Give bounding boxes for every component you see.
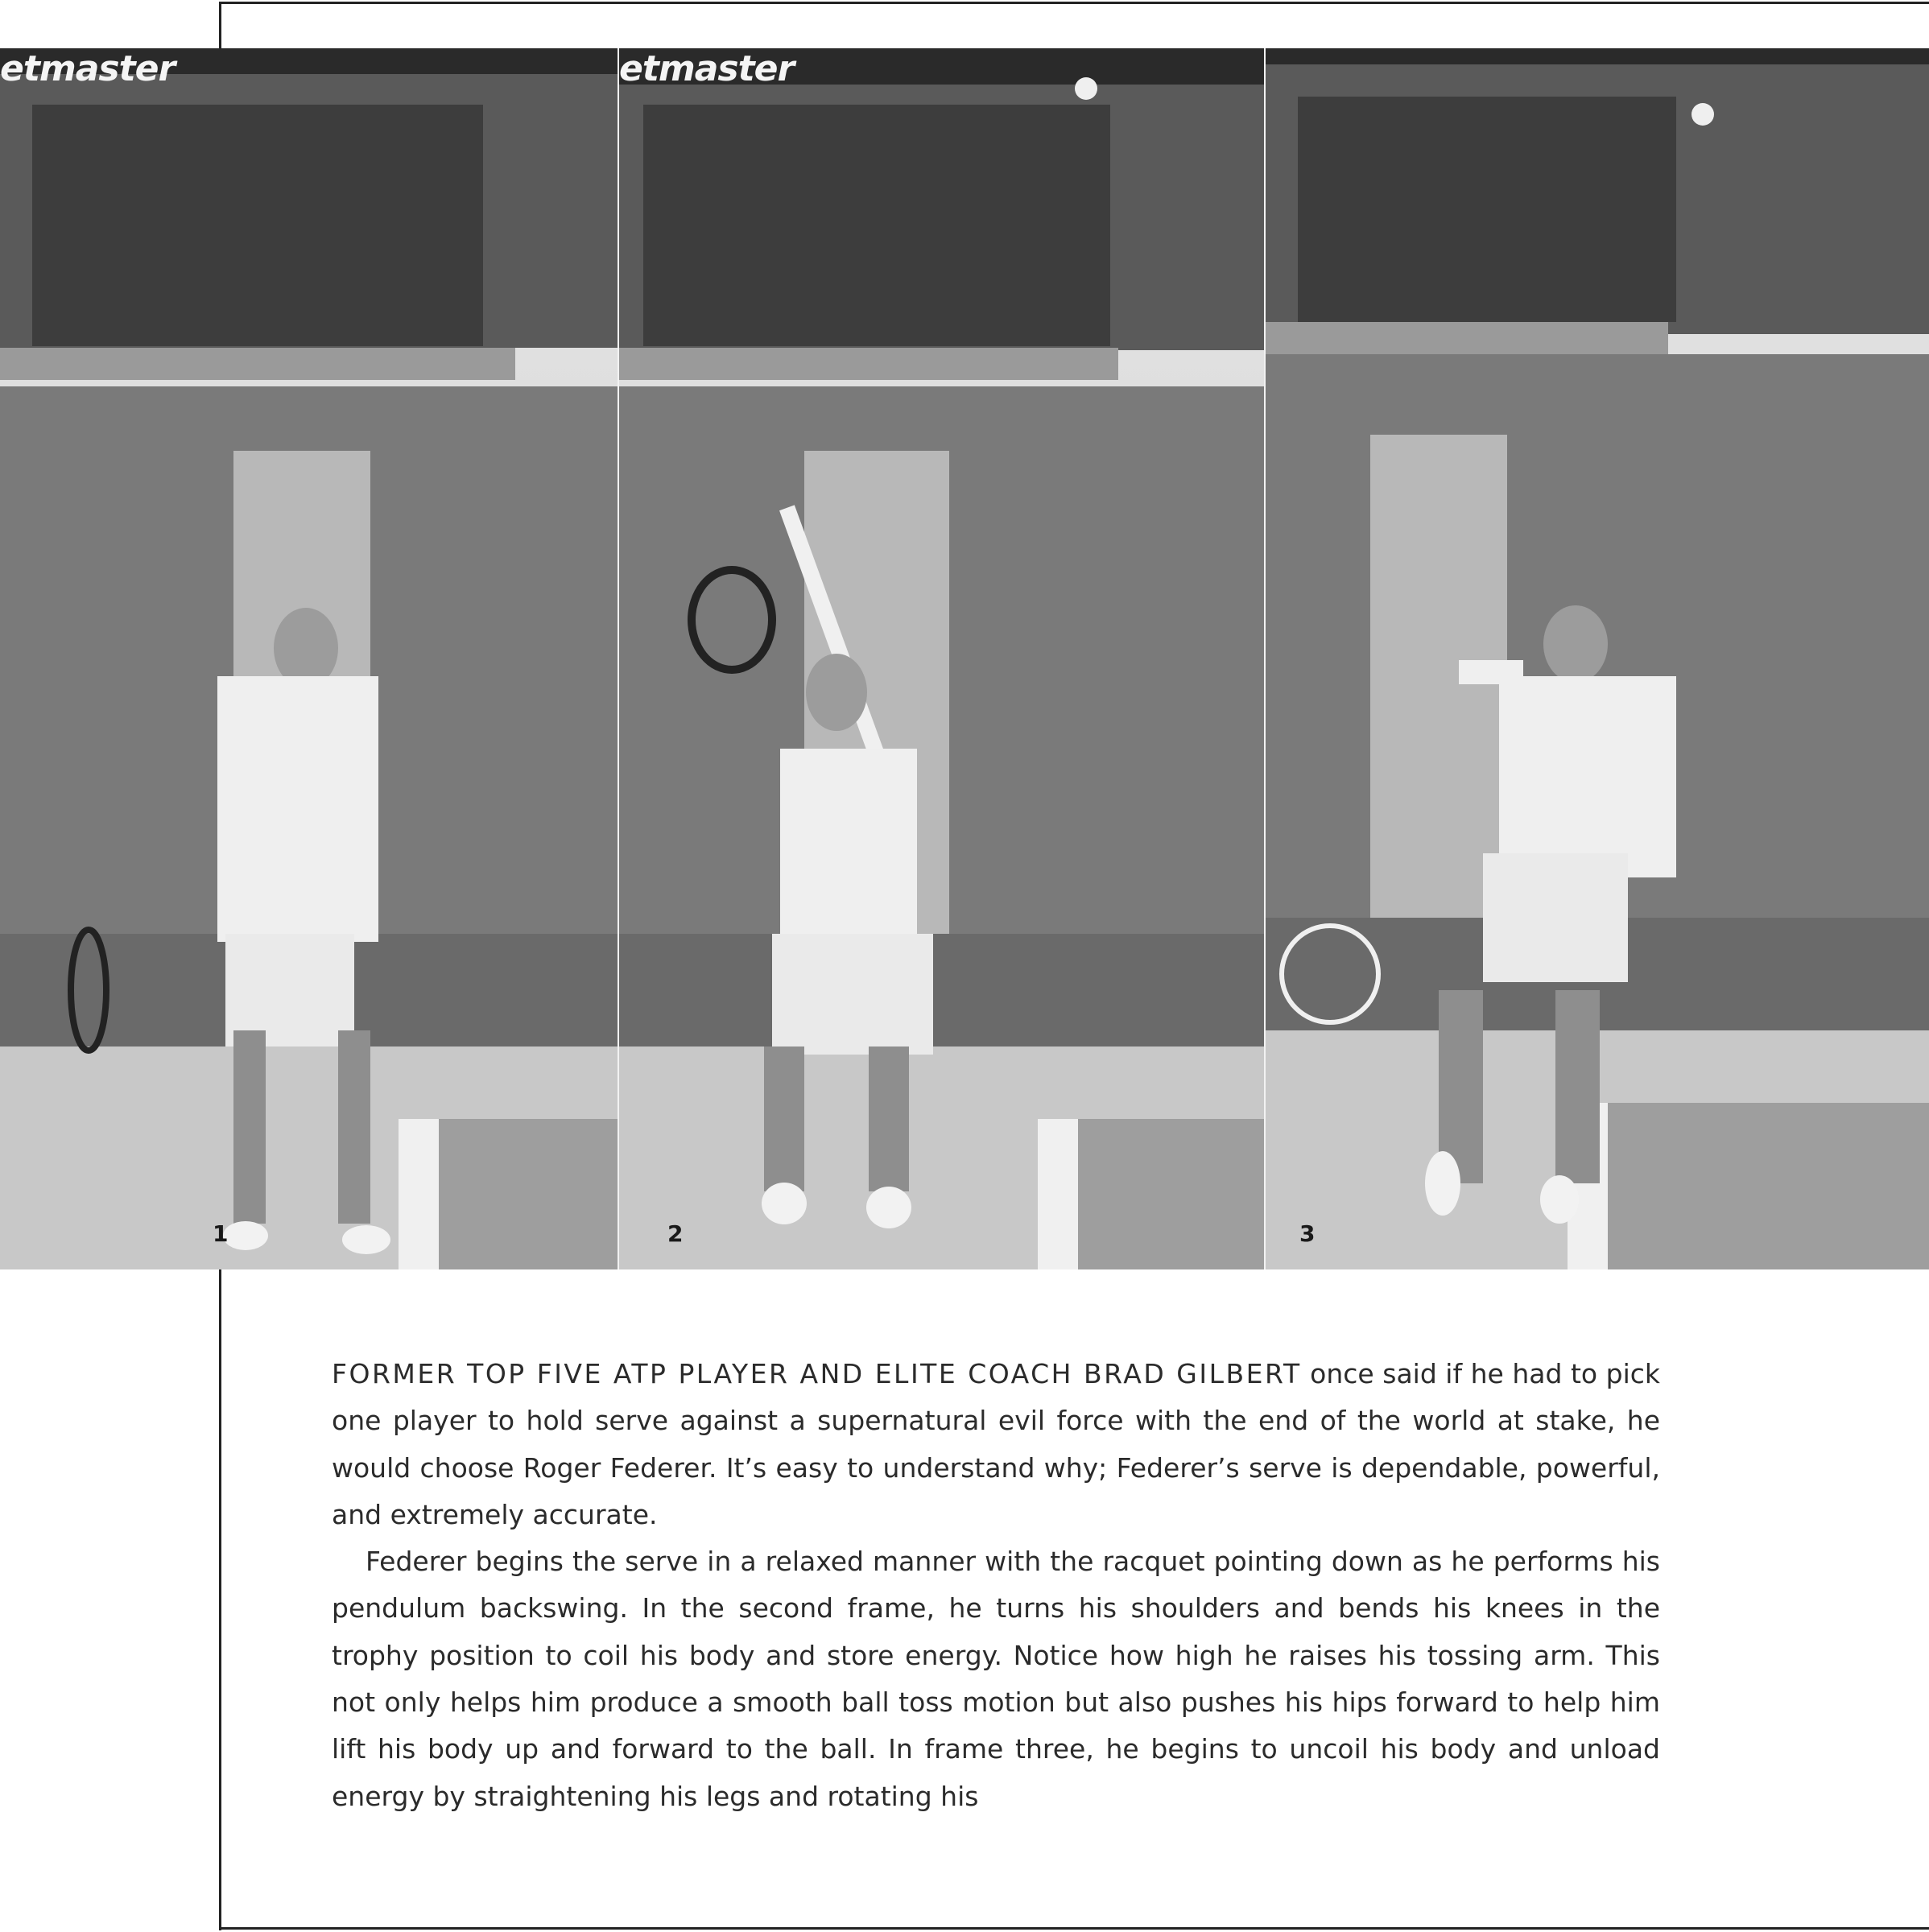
article-body xyxy=(332,1351,1660,1820)
frame-number-label: 2 xyxy=(667,1220,684,1247)
tennis-serve-photo-3 xyxy=(1266,48,1929,1269)
banner-text: etmaster xyxy=(0,48,176,89)
tennis-serve-photo-2 xyxy=(619,48,1264,1269)
lead-in-caps: FORMER TOP FIVE ATP PLAYER AND ELITE COACH BRAD GILBERT xyxy=(332,1358,1302,1389)
frame-number-label: 3 xyxy=(1299,1220,1316,1247)
serve-sequence-photo-strip xyxy=(0,48,1929,1269)
tennis-serve-photo-1 xyxy=(0,48,618,1269)
article-paragraph-1 xyxy=(332,1351,1660,1538)
page-frame-left-line xyxy=(219,2,221,48)
page-frame-left-line xyxy=(219,1269,221,1930)
paragraph-1-text: once said if he had to pick one player to hold serve against a supernatural evil force with the end of the world at stake, he would choose Roger Federer. It’s easy to understand why; Federer’s serve is dependable, powerful, and extremely accurate. xyxy=(332,1358,1660,1530)
page-frame-bottom-line xyxy=(219,1927,1929,1930)
serve-photo-frame-1 xyxy=(0,48,618,1269)
serve-photo-frame-2 xyxy=(618,48,1264,1269)
frame-number-label: 1 xyxy=(213,1220,229,1247)
serve-photo-frame-3 xyxy=(1264,48,1929,1269)
banner-text: etmaster xyxy=(619,48,795,89)
article-paragraph-2: Federer begins the serve in a relaxed manner with the racquet pointing down as he performs his pendulum backswing. In the second frame, he turns his shoulders and bends his knees in the trophy position to coil his body and store energy. Notice how high he raises his tossing arm. This not only helps him produce a smooth ball toss motion but also pushes his hips forward to help him lift his body up and forward to the ball. In frame three, he begins to uncoil his body and unload energy by straightening his legs and rotating his xyxy=(332,1546,1660,1812)
page-frame-top-line xyxy=(221,2,1929,4)
